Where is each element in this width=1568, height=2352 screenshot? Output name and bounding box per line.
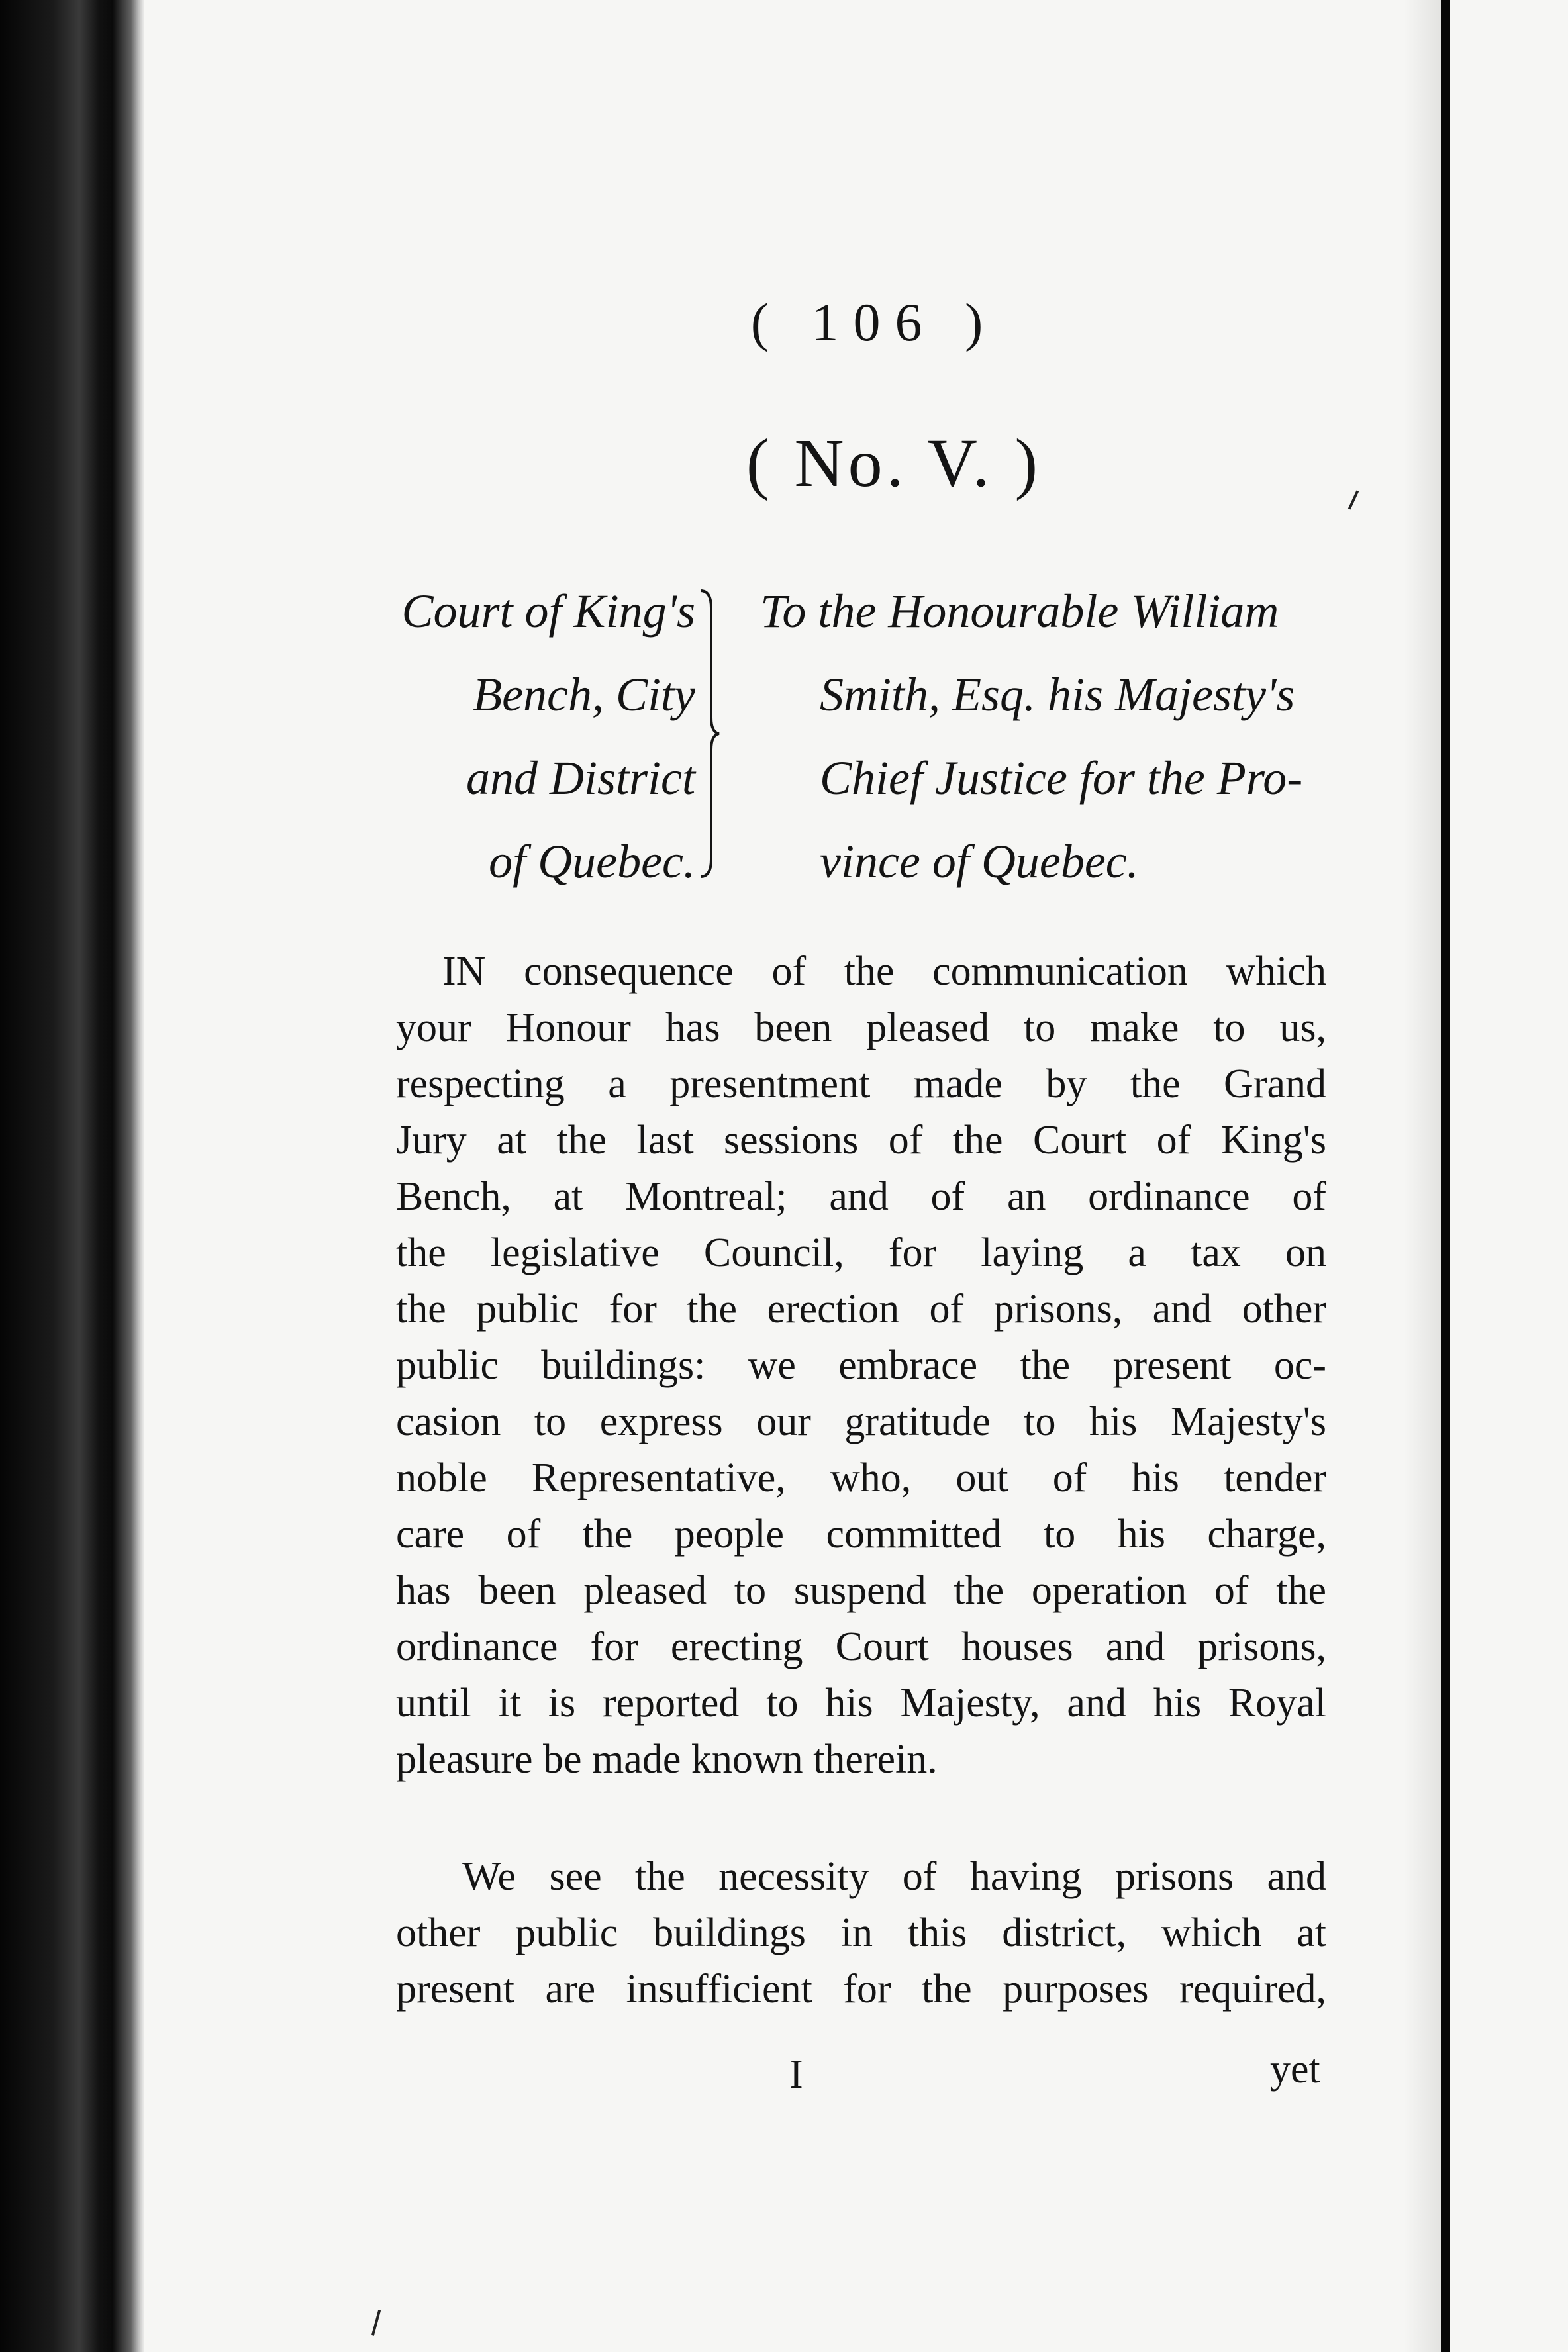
page-number: ( 106 )	[750, 292, 998, 352]
text-line: other public buildings in this district, which at	[396, 1910, 1326, 1955]
text-line: Jury at the last sessions of the Court of King's	[396, 1118, 1326, 1163]
text-line: present are insufficient for the purposes required,	[396, 1967, 1326, 2012]
text-line: care of the people committed to his charge,	[396, 1512, 1326, 1557]
address-caption-line: vince of Quebec.	[820, 835, 1139, 888]
text-line: Bench, at Montreal; and of an ordinance of	[396, 1174, 1326, 1219]
text-line: the public for the erection of prisons, and other	[396, 1287, 1326, 1332]
text-line: public buildings: we embrace the present oc-	[396, 1343, 1326, 1388]
ink-speck	[371, 2310, 381, 2336]
page-fold-shade	[1404, 0, 1441, 2352]
text-line: your Honour has been pleased to make to us,	[396, 1005, 1326, 1050]
address-caption-line: To the Honourable William	[760, 585, 1279, 638]
section-title: ( No. V. )	[746, 425, 1042, 501]
address-caption-line: Smith, Esq. his Majesty's	[820, 668, 1295, 721]
court-caption-line: Bench, City	[473, 668, 695, 721]
court-caption	[391, 569, 695, 903]
text-line: ordinance for erecting Court houses and prisons,	[396, 1624, 1326, 1669]
text-line: pleasure be made known therein.	[396, 1737, 938, 1782]
paragraph-2	[396, 1849, 1326, 2018]
court-caption-line: Court of King's	[401, 585, 695, 638]
court-caption-line: of Quebec.	[489, 835, 695, 888]
text-line: until it is reported to his Majesty, and his Royal	[396, 1681, 1326, 1726]
court-caption-line: and District	[466, 752, 695, 805]
book-binding-shadow	[0, 0, 132, 2352]
signature-mark: I	[789, 2052, 803, 2097]
curly-brace	[697, 588, 723, 879]
text-line: We see the necessity of having prisons and	[462, 1854, 1326, 1899]
ink-speck	[1348, 491, 1359, 510]
binding-edge	[130, 0, 144, 2352]
text-line: has been pleased to suspend the operation of the	[396, 1568, 1326, 1613]
adjacent-page-strip	[1450, 0, 1568, 2352]
paragraph-1	[396, 944, 1326, 1788]
address-caption	[760, 569, 1330, 903]
text-line: the legislative Council, for laying a tax on	[396, 1230, 1326, 1275]
text-line: IN consequence of the communication which	[442, 949, 1326, 994]
address-caption-line: Chief Justice for the Pro-	[820, 752, 1303, 805]
text-line: noble Representative, who, out of his tender	[396, 1455, 1326, 1500]
catchword: yet	[1270, 2047, 1320, 2092]
text-line: casion to express our gratitude to his Majesty's	[396, 1399, 1326, 1444]
text-line: respecting a presentment made by the Grand	[396, 1061, 1326, 1106]
body-text	[396, 944, 1326, 2018]
